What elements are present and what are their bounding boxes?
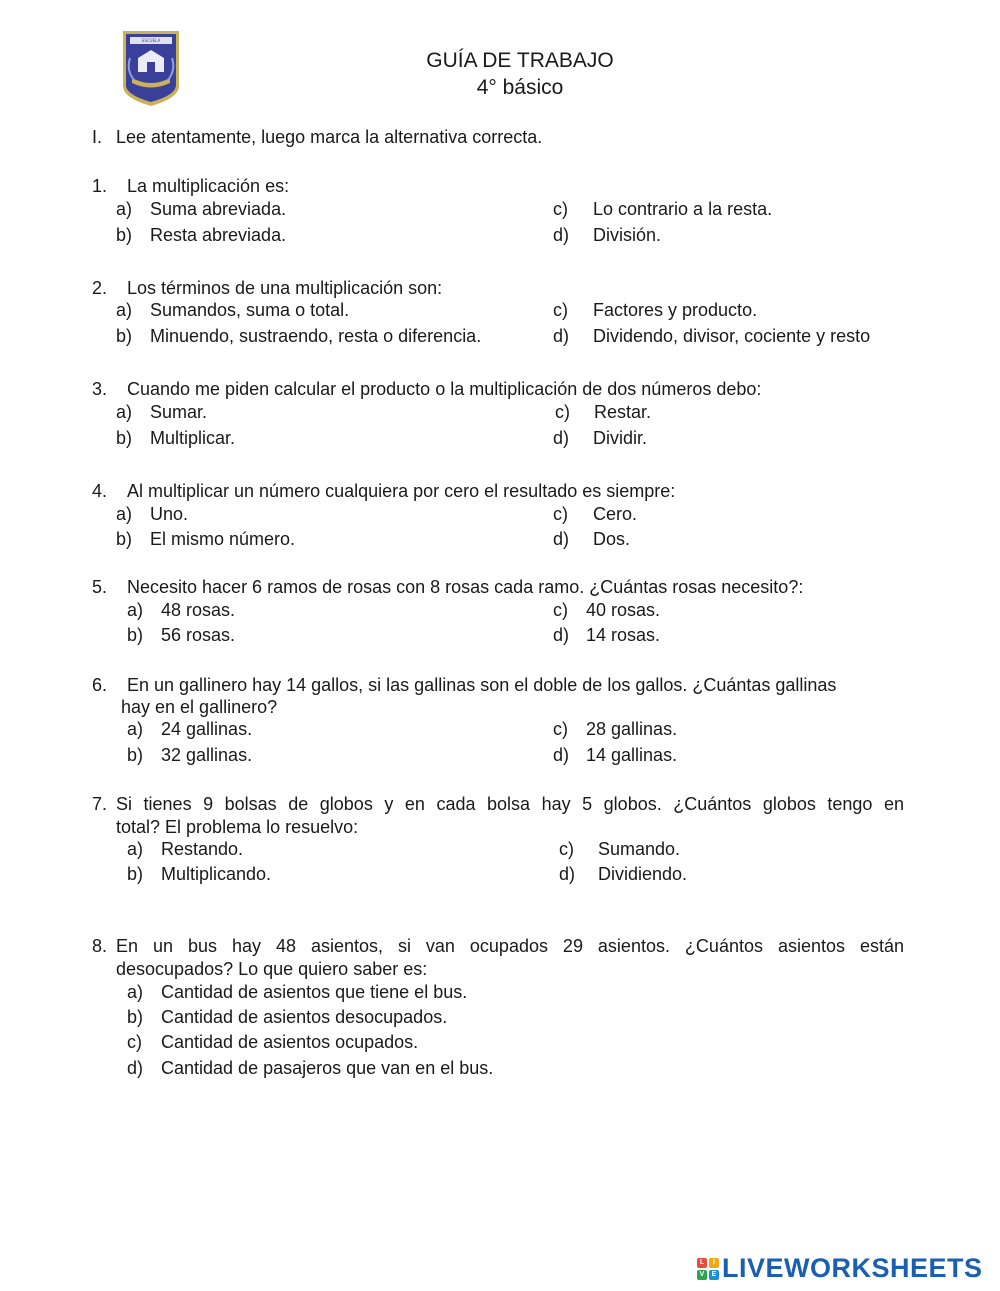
option-text[interactable]: Restar. (594, 402, 652, 422)
instruction-text: Lee atentamente, luego marca la alternativa correcta. (116, 127, 543, 147)
option-letter[interactable]: c) (553, 600, 568, 620)
logo-block: E (709, 1270, 719, 1280)
option-text[interactable]: 48 rosas. (161, 600, 236, 620)
option-letter[interactable]: d) (553, 625, 570, 645)
question-number: 2. (92, 278, 108, 298)
option-text[interactable]: 32 gallinas. (161, 745, 253, 765)
option-text[interactable]: Uno. (150, 504, 189, 524)
question-number: 1. (92, 176, 108, 196)
option-letter[interactable]: d) (553, 745, 570, 765)
option-text[interactable]: Sumar. (150, 402, 208, 422)
option-letter[interactable]: d) (559, 864, 576, 884)
option-letter[interactable]: d) (553, 529, 570, 549)
logo-block: L (697, 1258, 707, 1268)
option-letter[interactable]: c) (553, 504, 568, 524)
option-text[interactable]: Cantidad de pasajeros que van en el bus. (161, 1058, 494, 1078)
option-text[interactable]: 24 gallinas. (161, 719, 253, 739)
question-text-line2: total? El problema lo resuelvo: (116, 817, 359, 837)
option-letter[interactable]: c) (553, 199, 568, 219)
logo-block: I (709, 1258, 719, 1268)
liveworksheets-watermark (697, 1255, 983, 1282)
option-text[interactable]: Multiplicar. (150, 428, 236, 448)
option-letter[interactable]: a) (116, 402, 133, 422)
option-text[interactable]: Cero. (593, 504, 638, 524)
watermark-text: LIVEWORKSHEETS (722, 1253, 983, 1283)
option-text[interactable]: Dos. (593, 529, 631, 549)
option-text[interactable]: Sumandos, suma o total. (150, 300, 350, 320)
option-text[interactable]: Dividir. (593, 428, 648, 448)
option-text[interactable]: Cantidad de asientos desocupados. (161, 1007, 448, 1027)
school-crest-logo (120, 28, 182, 108)
option-text[interactable]: Multiplicando. (161, 864, 272, 884)
option-text[interactable]: Cantidad de asientos ocupados. (161, 1032, 419, 1052)
question-text: Necesito hacer 6 ramos de rosas con 8 rosas cada ramo. ¿Cuántas rosas necesito?: (127, 577, 804, 597)
option-letter[interactable]: c) (127, 1032, 142, 1052)
question-text: Si tienes 9 bolsas de globos y en cada bolsa hay 5 globos. ¿Cuántos globos tengo en (116, 794, 904, 814)
question-text: Cuando me piden calcular el producto o la multiplicación de dos números debo: (127, 379, 762, 399)
page-subtitle: 4° básico (476, 76, 564, 99)
option-text[interactable]: Sumando. (598, 839, 681, 859)
question-text-line2: desocupados? Lo que quiero saber es: (116, 959, 428, 979)
option-text[interactable]: Dividendo, divisor, cociente y resto (593, 326, 871, 346)
option-letter[interactable]: b) (116, 529, 133, 549)
instruction-number: I. (92, 127, 103, 147)
option-text[interactable]: 56 rosas. (161, 625, 236, 645)
option-letter[interactable]: a) (127, 839, 144, 859)
question-number: 6. (92, 675, 108, 695)
option-letter[interactable]: d) (553, 225, 570, 245)
question-text: Al multiplicar un número cualquiera por cero el resultado es siempre: (127, 481, 676, 501)
option-letter[interactable]: a) (116, 199, 133, 219)
option-letter[interactable]: d) (553, 428, 570, 448)
question-number: 5. (92, 577, 108, 597)
page-title: GUÍA DE TRABAJO (426, 49, 614, 72)
option-text[interactable]: División. (593, 225, 662, 245)
option-letter[interactable]: c) (553, 300, 568, 320)
question-text-line2: hay en el gallinero? (121, 697, 278, 717)
option-text[interactable]: Suma abreviada. (150, 199, 287, 219)
question-text: Los términos de una multiplicación son: (127, 278, 443, 298)
option-letter[interactable]: a) (116, 504, 133, 524)
option-text[interactable]: Dividiendo. (598, 864, 688, 884)
option-text[interactable]: Minuendo, sustraendo, resta o diferencia. (150, 326, 482, 346)
option-letter[interactable]: a) (127, 719, 144, 739)
option-letter[interactable]: c) (555, 402, 570, 422)
option-letter[interactable]: d) (553, 326, 570, 346)
question-number: 8. (92, 936, 108, 956)
option-letter[interactable]: c) (559, 839, 574, 859)
logo-text: ESCUELA (141, 38, 161, 43)
option-text[interactable]: Resta abreviada. (150, 225, 287, 245)
option-text[interactable]: Lo contrario a la resta. (593, 199, 773, 219)
liveworksheets-logo-icon (697, 1258, 719, 1280)
option-letter[interactable]: b) (127, 625, 144, 645)
option-letter[interactable]: b) (116, 428, 133, 448)
option-text[interactable]: 14 gallinas. (586, 745, 678, 765)
option-text[interactable]: 14 rosas. (586, 625, 661, 645)
question-number: 7. (92, 794, 108, 814)
option-text[interactable]: 28 gallinas. (586, 719, 678, 739)
option-text[interactable]: Factores y producto. (593, 300, 758, 320)
option-letter[interactable]: a) (116, 300, 133, 320)
option-letter[interactable]: b) (116, 225, 133, 245)
option-letter[interactable]: b) (127, 864, 144, 884)
option-letter[interactable]: b) (127, 745, 144, 765)
logo-block: V (697, 1270, 707, 1280)
option-letter[interactable]: d) (127, 1058, 144, 1078)
question-number: 3. (92, 379, 108, 399)
option-text[interactable]: Cantidad de asientos que tiene el bus. (161, 982, 468, 1002)
question-number: 4. (92, 481, 108, 501)
option-letter[interactable]: a) (127, 600, 144, 620)
option-text[interactable]: Restando. (161, 839, 244, 859)
option-letter[interactable]: b) (127, 1007, 144, 1027)
school-crest-icon (120, 28, 182, 108)
option-letter[interactable]: a) (127, 982, 144, 1002)
question-text: La multiplicación es: (127, 176, 290, 196)
option-text[interactable]: 40 rosas. (586, 600, 661, 620)
option-text[interactable]: El mismo número. (150, 529, 296, 549)
option-letter[interactable]: b) (116, 326, 133, 346)
question-text: En un gallinero hay 14 gallos, si las gallinas son el doble de los gallos. ¿Cuántas gallinas (127, 675, 837, 695)
option-letter[interactable]: c) (553, 719, 568, 739)
question-text: En un bus hay 48 asientos, si van ocupados 29 asientos. ¿Cuántos asientos están (116, 936, 904, 956)
